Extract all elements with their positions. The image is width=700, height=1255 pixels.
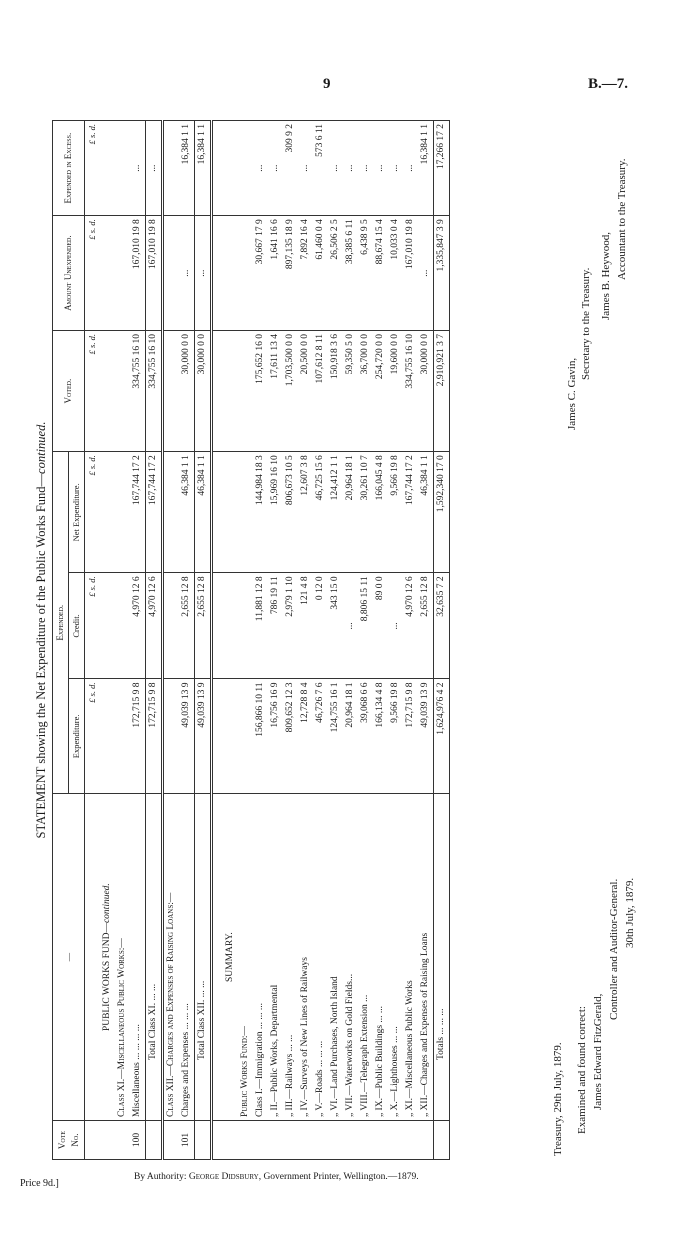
cell-expenditure: 166,134 4 8 bbox=[373, 679, 388, 794]
cell-excess: ... bbox=[298, 121, 313, 216]
table-row bbox=[313, 121, 328, 1160]
cell-credit: 121 4 8 bbox=[298, 573, 313, 679]
header-net-expenditure: Net Expenditure. bbox=[69, 452, 85, 573]
cell-unexpended: 30,667 17 9 bbox=[253, 216, 268, 331]
price-label: Price 9d.] bbox=[20, 1178, 59, 1189]
summary-heading: SUMMARY. bbox=[223, 794, 238, 1121]
cell-net: 124,412 1 1 bbox=[328, 452, 343, 573]
cell-voted: 19,600 0 0 bbox=[388, 331, 403, 452]
cell-excess: ... bbox=[373, 121, 388, 216]
cell-voted: 1,703,500 0 0 bbox=[283, 331, 298, 452]
row-label: Miscellaneous ... ... ... ... bbox=[130, 794, 146, 1121]
cell-unexpended: 26,506 2 5 bbox=[328, 216, 343, 331]
authority-prefix: By Authority: bbox=[134, 1172, 187, 1182]
page-number: 9 bbox=[323, 76, 331, 92]
cell-unexpended: 10,033 0 4 bbox=[388, 216, 403, 331]
table-row bbox=[179, 121, 195, 1160]
cell-excess: 17,266 17 2 bbox=[434, 121, 450, 216]
cell-credit: 786 19 11 bbox=[268, 573, 283, 679]
table-row bbox=[298, 121, 313, 1160]
table-row bbox=[373, 121, 388, 1160]
cell-net: 9,566 19 8 bbox=[388, 452, 403, 573]
class11-heading: Class XI.—Miscellaneous Public Works:— bbox=[115, 794, 130, 1121]
cell-excess: 16,384 1 1 bbox=[179, 121, 195, 216]
cell-voted: 175,652 16 0 bbox=[253, 331, 268, 452]
cell-voted: 334,755 16 10 bbox=[146, 331, 163, 452]
cell-expenditure: 12,728 8 4 bbox=[298, 679, 313, 794]
unit-label: £ s. d. bbox=[85, 216, 101, 331]
cell-unexpended: 88,674 15 4 bbox=[373, 216, 388, 331]
cell-net: 167,744 17 2 bbox=[130, 452, 146, 573]
statement-title bbox=[34, 100, 49, 1160]
row-label: „ IX.—Public Buildings ... ... bbox=[373, 794, 388, 1121]
row-label: „ VII.—Waterworks on Gold Fields... bbox=[343, 794, 358, 1121]
treasury-date: Treasury, 29th July, 1879. bbox=[552, 1042, 564, 1156]
unit-label: £ s. d. bbox=[85, 331, 101, 452]
cell-unexpended: 1,335,847 3 9 bbox=[434, 216, 450, 331]
cell-expenditure: 9,566 19 8 bbox=[388, 679, 403, 794]
cell-voted: 30,000 0 0 bbox=[179, 331, 195, 452]
auditor-date: 30th July, 1879. bbox=[624, 877, 636, 948]
cell-expenditure: 1,624,976 4 2 bbox=[434, 679, 450, 794]
section-public-works bbox=[85, 121, 254, 1160]
summary-fund-label: Public Works Fund:— bbox=[238, 794, 253, 1121]
cell-net: 46,384 1 1 bbox=[179, 452, 195, 573]
table-row bbox=[268, 121, 283, 1160]
header-credit: Credit. bbox=[69, 573, 85, 679]
auditor-name: James Edward FitzGerald, bbox=[592, 993, 604, 1110]
cell-net: 166,045 4 8 bbox=[373, 452, 388, 573]
cell-excess: ... bbox=[388, 121, 403, 216]
title-main: STATEMENT showing the Net Expenditure of the Public Works Fund— bbox=[34, 473, 48, 839]
row-label: Total Class XI. ... ... bbox=[146, 794, 163, 1121]
cell-unexpended: 61,460 0 4 bbox=[313, 216, 328, 331]
cell-expenditure: 809,652 12 3 bbox=[283, 679, 298, 794]
cell-excess: 16,384 1 1 bbox=[195, 121, 212, 216]
cell-net: 167,744 17 2 bbox=[146, 452, 163, 573]
cell-net: 144,984 18 3 bbox=[253, 452, 268, 573]
printer-name: George Didsbury bbox=[188, 1172, 259, 1182]
cell-credit: 11,881 12 8 bbox=[253, 573, 268, 679]
cell-net: 46,384 1 1 bbox=[195, 452, 212, 573]
cell-credit: ... bbox=[388, 573, 403, 679]
cell-expenditure: 124,755 16 1 bbox=[328, 679, 343, 794]
summary-heading-row bbox=[223, 121, 238, 1160]
cell-net: 12,607 3 8 bbox=[298, 452, 313, 573]
cell-unexpended: 167,010 19 8 bbox=[130, 216, 146, 331]
cell-credit: 4,970 12 6 bbox=[146, 573, 163, 679]
fund-heading bbox=[100, 794, 115, 1121]
cell-credit: 8,806 15 11 bbox=[358, 573, 373, 679]
unit-label: £ s. d. bbox=[85, 573, 101, 679]
cell-net: 20,964 18 1 bbox=[343, 452, 358, 573]
secretary-name: James C. Gavin, bbox=[566, 357, 578, 430]
cell-unexpended: 7,892 16 4 bbox=[298, 216, 313, 331]
cell-excess: ... bbox=[328, 121, 343, 216]
cell-voted: 30,000 0 0 bbox=[418, 331, 434, 452]
cell-unexpended: 1,641 16 6 bbox=[268, 216, 283, 331]
total-row bbox=[146, 121, 163, 1160]
unit-row bbox=[85, 121, 101, 1160]
cell-net: 1,592,340 17 0 bbox=[434, 452, 450, 573]
row-label: „ X.—Lighthouses ... ... bbox=[388, 794, 403, 1121]
cell-credit: 89 0 0 bbox=[373, 573, 388, 679]
document-reference: B.—7. bbox=[588, 76, 629, 92]
row-label: „ XII.—Charges and Expenses of Raising Loans bbox=[418, 794, 434, 1121]
cell-voted: 17,611 13 4 bbox=[268, 331, 283, 452]
row-label: „ VI.—Land Purchases, North Island bbox=[328, 794, 343, 1121]
row-label: „ V.—Roads ... ... ... bbox=[313, 794, 328, 1121]
header-excess: Expended in Excess. bbox=[53, 121, 85, 216]
table-row bbox=[253, 121, 268, 1160]
total-row bbox=[195, 121, 212, 1160]
cell-unexpended: 167,010 19 8 bbox=[146, 216, 163, 331]
examined-note: Examined and found correct: bbox=[576, 1006, 588, 1134]
row-label: Class I.—Immigration ... ... ... bbox=[253, 794, 268, 1121]
cell-unexpended: 897,135 18 9 bbox=[283, 216, 298, 331]
cell-excess: 309 9 2 bbox=[283, 121, 298, 216]
cell-net: 30,261 10 7 bbox=[358, 452, 373, 573]
table-row bbox=[130, 121, 146, 1160]
cell-expenditure: 49,039 13 9 bbox=[195, 679, 212, 794]
cell-voted: 254,720 0 0 bbox=[373, 331, 388, 452]
header-voted: Voted. bbox=[53, 331, 85, 452]
summary-fund-row bbox=[238, 121, 253, 1160]
secretary-title: Secretary to the Treasury. bbox=[580, 267, 592, 380]
row-label: „ XI.—Miscellaneous Public Works bbox=[403, 794, 418, 1121]
cell-expenditure: 49,039 13 9 bbox=[179, 679, 195, 794]
cell-net: 167,744 17 2 bbox=[403, 452, 418, 573]
class-heading-row bbox=[115, 121, 130, 1160]
cell-credit: 343 15 0 bbox=[328, 573, 343, 679]
cell-unexpended: ... bbox=[195, 216, 212, 331]
table-row bbox=[358, 121, 373, 1160]
cell-expenditure: 49,039 13 9 bbox=[418, 679, 434, 794]
cell-credit: 32,635 7 2 bbox=[434, 573, 450, 679]
cell-voted: 30,000 0 0 bbox=[195, 331, 212, 452]
cell-voted: 59,350 5 0 bbox=[343, 331, 358, 452]
row-label: „ III.—Railways ... ... bbox=[283, 794, 298, 1121]
row-label: „ IV.—Surveys of New Lines of Railways bbox=[298, 794, 313, 1121]
cell-excess: ... bbox=[268, 121, 283, 216]
cell-excess: ... bbox=[146, 121, 163, 216]
cell-expenditure: 156,866 10 11 bbox=[253, 679, 268, 794]
cell-expenditure: 172,715 9 8 bbox=[130, 679, 146, 794]
cell-voted: 334,755 16 10 bbox=[130, 331, 146, 452]
cell-credit: ... bbox=[343, 573, 358, 679]
header-vote-no: Vote No. bbox=[53, 1121, 85, 1160]
header-expended: Expended. bbox=[53, 452, 69, 794]
cell-excess: ... bbox=[343, 121, 358, 216]
cell-excess: 573 6 11 bbox=[313, 121, 328, 216]
cell-voted: 20,500 0 0 bbox=[298, 331, 313, 452]
cell-excess: ... bbox=[130, 121, 146, 216]
cell-expenditure: 39,068 6 6 bbox=[358, 679, 373, 794]
accountant-name: James B. Heywood, bbox=[600, 232, 612, 320]
cell-excess: ... bbox=[403, 121, 418, 216]
unit-label: £ s. d. bbox=[85, 679, 101, 794]
vote-number: 101 bbox=[179, 1121, 195, 1160]
cell-credit: 2,979 1 10 bbox=[283, 573, 298, 679]
cell-credit: 4,970 12 6 bbox=[403, 573, 418, 679]
row-label: „ II.—Public Works, Departmental bbox=[268, 794, 283, 1121]
cell-voted: 107,612 8 11 bbox=[313, 331, 328, 452]
cell-unexpended: 6,438 9 5 bbox=[358, 216, 373, 331]
cell-unexpended: 167,010 19 8 bbox=[403, 216, 418, 331]
cell-excess: ... bbox=[253, 121, 268, 216]
cell-unexpended: ... bbox=[179, 216, 195, 331]
row-label: Charges and Expenses ... ... ... bbox=[179, 794, 195, 1121]
cell-voted: 334,755 16 10 bbox=[403, 331, 418, 452]
cell-unexpended: 38,385 6 11 bbox=[343, 216, 358, 331]
class12-heading: Class XII.—Charges and Expenses of Raising Loans:— bbox=[163, 794, 180, 1121]
header-expenditure: Expenditure. bbox=[69, 679, 85, 794]
cell-expenditure: 20,964 18 1 bbox=[343, 679, 358, 794]
fund-heading-text: PUBLIC WORKS FUND— bbox=[102, 923, 112, 1032]
row-label: „ VIII.—Telegraph Extension ... bbox=[358, 794, 373, 1121]
title-continued: continued. bbox=[34, 421, 48, 474]
table-row bbox=[403, 121, 418, 1160]
table-row bbox=[283, 121, 298, 1160]
vote-number: 100 bbox=[130, 1121, 146, 1160]
cell-voted: 150,918 3 6 bbox=[328, 331, 343, 452]
authority-suffix: , Government Printer, Wellington.—1879. bbox=[258, 1172, 419, 1182]
header-unexpended: Amount Unexpended. bbox=[53, 216, 85, 331]
auditor-title: Controller and Auditor-General. bbox=[608, 878, 620, 1020]
unit-label: £ s. d. bbox=[85, 452, 101, 573]
cell-credit: 0 12 0 bbox=[313, 573, 328, 679]
row-label: Total Class XII. ... ... bbox=[195, 794, 212, 1121]
unit-label: £ s. d. bbox=[85, 121, 101, 216]
rotated-statement bbox=[20, 100, 640, 1160]
cell-credit: 2,655 12 8 bbox=[195, 573, 212, 679]
totals-row bbox=[434, 121, 450, 1160]
cell-unexpended: ... bbox=[418, 216, 434, 331]
cell-credit: 2,655 12 8 bbox=[179, 573, 195, 679]
cell-credit: 2,655 12 8 bbox=[418, 573, 434, 679]
cell-expenditure: 46,726 7 6 bbox=[313, 679, 328, 794]
cell-excess: 16,384 1 1 bbox=[418, 121, 434, 216]
cell-excess: ... bbox=[358, 121, 373, 216]
cell-net: 15,969 16 10 bbox=[268, 452, 283, 573]
cell-net: 806,673 10 5 bbox=[283, 452, 298, 573]
table-row bbox=[388, 121, 403, 1160]
summary-rows bbox=[253, 121, 434, 1160]
accountant-title: Accountant to the Treasury. bbox=[616, 158, 628, 280]
class-heading-row bbox=[163, 121, 180, 1160]
cell-expenditure: 16,756 16 9 bbox=[268, 679, 283, 794]
cell-credit: 4,970 12 6 bbox=[130, 573, 146, 679]
cell-voted: 2,910,921 3 7 bbox=[434, 331, 450, 452]
summary-totals bbox=[434, 121, 450, 1160]
printer-authority bbox=[134, 1172, 419, 1182]
header-dash: — bbox=[53, 794, 85, 1121]
cell-expenditure: 172,715 9 8 bbox=[146, 679, 163, 794]
cell-voted: 36,700 0 0 bbox=[358, 331, 373, 452]
table-row bbox=[343, 121, 358, 1160]
row-label: Totals ... ... ... bbox=[434, 794, 450, 1121]
cell-net: 46,384 1 1 bbox=[418, 452, 434, 573]
cell-net: 46,725 15 6 bbox=[313, 452, 328, 573]
fund-heading-row bbox=[100, 121, 115, 1160]
cell-expenditure: 172,715 9 8 bbox=[403, 679, 418, 794]
table-row bbox=[418, 121, 434, 1160]
table-row bbox=[328, 121, 343, 1160]
fund-heading-cont: continued. bbox=[102, 883, 112, 924]
expenditure-table bbox=[52, 120, 450, 1160]
